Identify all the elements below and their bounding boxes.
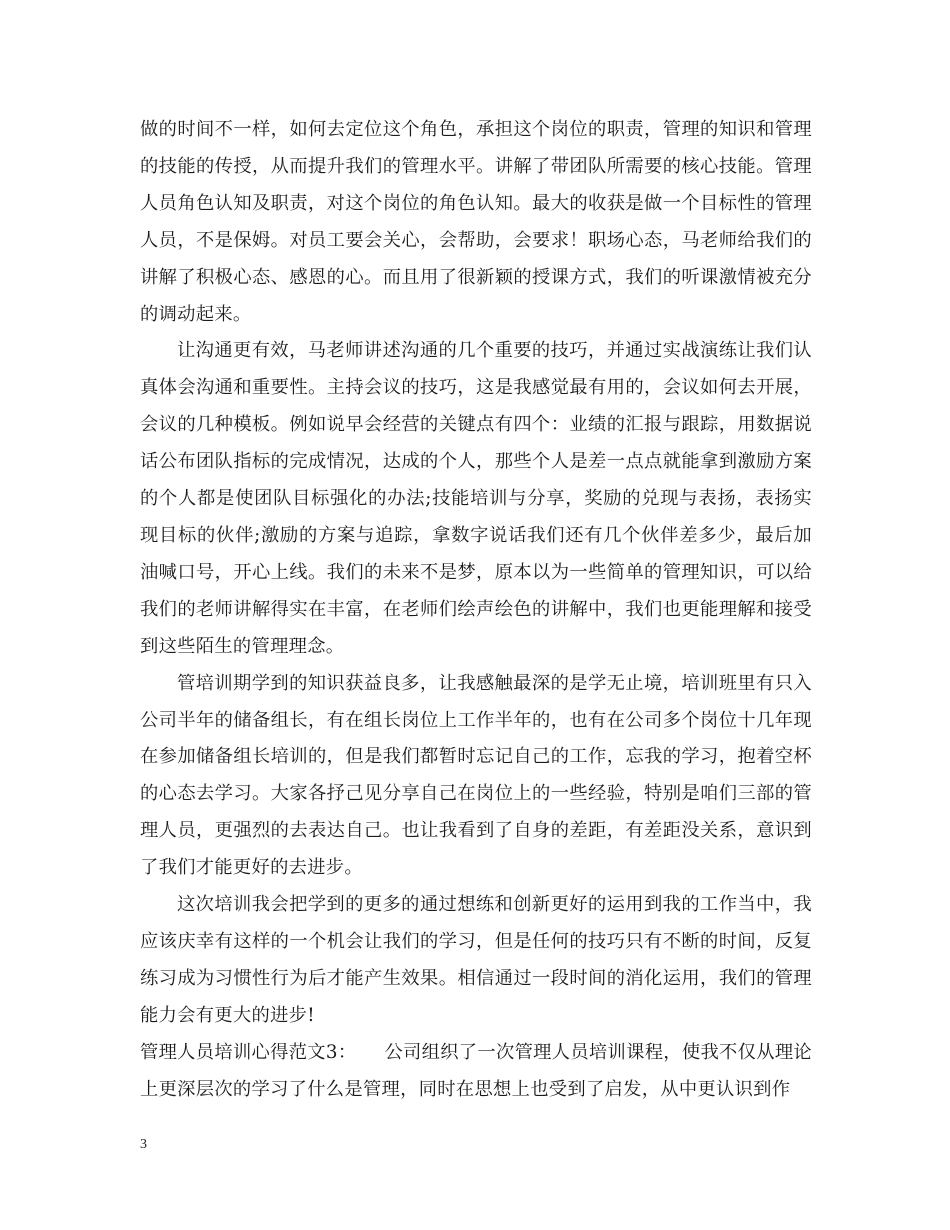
section-text: 公司组织了一次管理人员培训课程，使我不仅从理论上更深层次的学习了什么是管理，同时在思想上也受到了启发，从中更认识到作: [140, 1041, 813, 1100]
page-number: 3: [140, 1137, 147, 1152]
paragraph-2: 让沟通更有效，马老师讲述沟通的几个重要的技巧，并通过实战演练让我们认真体会沟通和重要性。主持会议的技巧，这是我感觉最有用的，会议如何去开展，会议的几种模板。例如说早会经营的关键点有四个：业绩的汇报与跟踪，用数据说话公布团队指标的完成情况，达成的个人，那些个人是差一点点就能拿到激励方案的个人都是使团队目标强化的办法;技能培训与分享，奖励的兑现与表扬，表扬实现目标的伙伴;激励的方案与追踪，拿数字说话我们还有几个伙伴差多少，最后加油喊口号，开心上线。我们的未来不是梦，原本以为一些简单的管理知识，可以给我们的老师讲解得实在丰富，在老师们绘声绘色的讲解中，我们也更能理解和接受到这些陌生的管理理念。: [140, 340, 812, 657]
document-body: [140, 112, 812, 1108]
paragraph-4: 这次培训我会把学到的更多的通过想练和创新更好的运用到我的工作当中，我应该庆幸有这样的一个机会让我们的学习，但是任何的技巧只有不断的时间，反复练习成为习惯性行为后才能产生效果。相信通过一段时间的消化运用，我们的管理能力会有更大的进步!: [140, 894, 812, 1026]
paragraph-3: 管培训期学到的知识获益良多，让我感触最深的是学无止境，培训班里有只入公司半年的储备组长，有在组长岗位上工作半年的，也有在公司多个岗位十几年现在参加储备组长培训的，但是我们都暂时忘记自己的工作，忘我的学习，抱着空杯的心态去学习。大家各抒己见分享自己在岗位上的一些经验，特别是咱们三部的管理人员，更强烈的去表达自己。也让我看到了自身的差距，有差距没关系，意识到了我们才能更好的去进步。: [140, 672, 812, 879]
section-paragraph: [140, 1035, 812, 1109]
paragraph-1: 做的时间不一样，如何去定位这个角色，承担这个岗位的职责，管理的知识和管理的技能的传授，从而提升我们的管理水平。讲解了带团队所需要的核心技能。管理人员角色认知及职责，对这个岗位的角色认知。最大的收获是做一个目标性的管理人员，不是保姆。对员工要会关心，会帮助，会要求！职场心态，马老师给我们的讲解了积极心态、感恩的心。而且用了很新颖的授课方式，我们的听课激情被充分的调动起来。: [140, 119, 812, 325]
section-heading: 管理人员培训心得范文3：: [140, 1041, 357, 1063]
